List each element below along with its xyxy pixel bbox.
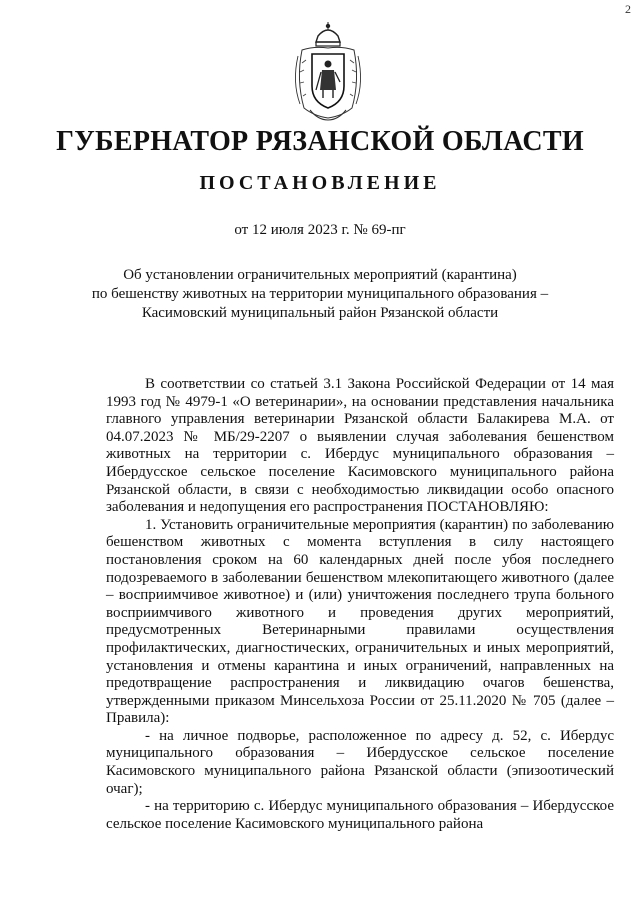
- item-1-subitem: - на территорию с. Ибердус муниципального образования – Ибердусское сельское поселение Касимовского муниципального района: [106, 798, 614, 832]
- document-type: ПОСТАНОВЛЕНИЕ: [199, 172, 441, 194]
- subject-line: Касимовский муниципальный район Рязанской области: [141, 305, 499, 321]
- subject-line: Об установлении ограничительных мероприятий (карантина): [123, 267, 517, 283]
- document-date-number: от 12 июля 2023 г. № 69-пг: [234, 222, 406, 238]
- ryazan-oblast-coat-of-arms-icon: [288, 20, 368, 124]
- page-number: 2: [625, 2, 631, 16]
- item-1-paragraph: 1. Установить ограничительные мероприятия (карантин) по заболеванию бешенством животных с момента вступления в силу настоящего постановления сроком на 60 календарных дней после убоя последнего подозреваемого в заболевании бешенством млекопитающего животного (далее – восприимчивое животное) и (или) уничтожения последнего трупа больного восприимчивого животного и проведения других мероприятий, предусмотренных Ветеринарными правилами осуществления профилактических, диагностических, ограничительных и иных мероприятий, установления и отмены карантина и иных ограничений, направленных на предотвращение распространения и ликвидацию очагов бешенства, утвержденными приказом Минсельхоза России от 25.11.2020 № 705 (далее – Правила):: [106, 516, 614, 727]
- document-subject: [0, 266, 640, 323]
- item-1-subitem: - на личное подворье, расположенное по адресу д. 52, с. Ибердус муниципального образования – Ибердусское сельское поселение Касимовского муниципального района Рязанской области (эпизоотический очаг);: [106, 727, 614, 797]
- preamble-paragraph: В соответствии со статьей 3.1 Закона Российской Федерации от 14 мая 1993 год № 4979-1 «О ветеринарии», на основании представления начальника главного управления ветеринарии Рязанской области Балакирева М.А. от 04.07.2023 № МБ/29-2207 о выявлении случая заболевания бешенством животных на территории с. Ибердус муниципального образования – Ибердусское сельское поселение Касимовского муниципального района Рязанской области, в связи с необходимостью ликвидации особо опасного заболевания и недопущения его распространения ПОСТАНОВЛЯЮ:: [106, 376, 614, 516]
- subject-line: по бешенству животных на территории муниципального образования –: [91, 286, 549, 302]
- authority-title: ГУБЕРНАТОР РЯЗАНСКОЙ ОБЛАСТИ: [56, 126, 584, 157]
- document-body: [106, 376, 614, 833]
